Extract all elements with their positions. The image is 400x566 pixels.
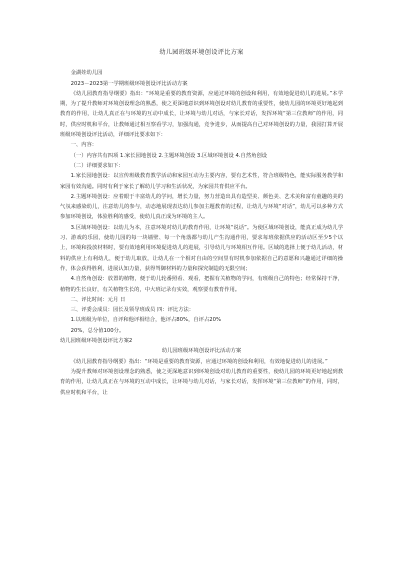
- document-title: 幼儿园班级环境创设评比方案: [159, 49, 244, 56]
- plan-title: 2023－2023第一学期班级环境创设评比活动方案: [70, 80, 188, 87]
- section-time: 二、评比时间：元月 日: [70, 296, 126, 303]
- item-parent-board: 1.家长园地创设：以宣传班级教育教学活动和家园互动为主要内容，要有艺术性，符合班级特色，能实际服务教学和家园有效沟通。同时有利于家长了解幼儿学习和生活状况，为家园共育供应平台。: [60, 173, 343, 190]
- method-score: 20%，总分值100分。: [70, 327, 125, 334]
- item-area-environment: 3.区域环境创设：以幼儿为本，注意环境对幼儿的教育作用，让环境“说话”。为使区域环境创设，能真正成为幼儿学习、游戏的乐园，使幼儿园的每一块墙壁、每一个角落都与幼儿产生沟通作用，要求每班依据供应的活动区至少5个以上，环境和投放材料时，要有效地利用环境促进幼儿的进展，引导幼儿与环境相互作用。区域的选择上便于幼儿活动，材料的供应上有利幼儿，便于幼儿取放，让幼儿在一个相对自由的空间里有时机参加依据自己的意愿和兴趣通过详细的操作，体会获得胜利，进展认知力量，获得驾御材料的力量和探究制造的无限空间；: [60, 224, 343, 272]
- intro-paragraph: 《幼儿园教育指导纲要》指出：“环境是重要的教育资源，应通过环境的创设和利用，有效地促进幼儿的进展。”本学期，为了提升教师对环境创设理念的熟悉，使之更深地意识到环境创设对幼儿教育的重要性，使幼儿园的环境更好地起到教育的作用，让幼儿真正在与环境的互动中成长，让环境与幼儿对话，与家长对话，发挥环境“第三位教师”的作用，同时，供应时机和平台，让教师通过相互察看学习，加强沟通，竞争进步，从而提高自己对环境创设的力量，我园打算开展班级环境创设评比活动，详细评比要求如下：: [60, 90, 343, 139]
- org-name: 金湖娃幼儿园: [70, 70, 103, 77]
- item-nature-corner: 4.自然角创设：放置的植物，便于幼儿轮番照看、观看，把握有关植物的学问，有班级自己的特色；经常保持干净，植物的生长良好，有关植物生长的，中大班记录有实效，观察要有教育作用。: [60, 276, 343, 293]
- para2: 为提升教师对环境创设理念的熟悉，使之更深地意识到环境创设对幼儿教育的重要性，使幼儿园的环境更好地起到教育的作用，让幼儿真正在与环境的互动中成长，让环境与幼儿对话，与家长对话，发挥环境“第三位教师”的作用，同时，供应时机和平台，让: [60, 368, 343, 396]
- intro2-paragraph: 《幼儿园教育指导纲要》指出：“环境是重要的教育资源，应通过环境的创设和利用，有效地促进幼儿的进展。”: [70, 358, 328, 365]
- section-content-heading: 一、内容：: [70, 142, 98, 149]
- section-committee: 三、评委会成员：园长及领导班成员 四：评比方法：: [70, 307, 195, 314]
- footer-label: 幼儿园班级环境创设评比方案2: [60, 338, 133, 345]
- method-1: 1.以班级为单位，自评和他评相结合，他评占80%，自评占20%: [70, 317, 222, 324]
- section-items-line: （一）内容共有四项 1.家长园地创设 2.主题环境创设 3.区域环境创设 4.自然角创设: [70, 152, 268, 159]
- plan2-title: 幼儿园班级环境创设评比活动方案: [161, 348, 242, 355]
- item-theme-environment: 2.主题环境创设：应着眼于丰富幼儿的学问，增长力量，努力营造出具有造型美、颜色美、艺术美和富有童趣的美的气氛来感染幼儿，注意幼儿的参与，动态地展现表达幼儿参加主题教育的过程，让幼儿与环境“对话”，幼儿可以多种方式参加环境创设，体验胜利的感受，使幼儿真正成为环境的主人。: [60, 193, 343, 221]
- section-requirements-heading: （二）详细要求如下：: [70, 162, 124, 169]
